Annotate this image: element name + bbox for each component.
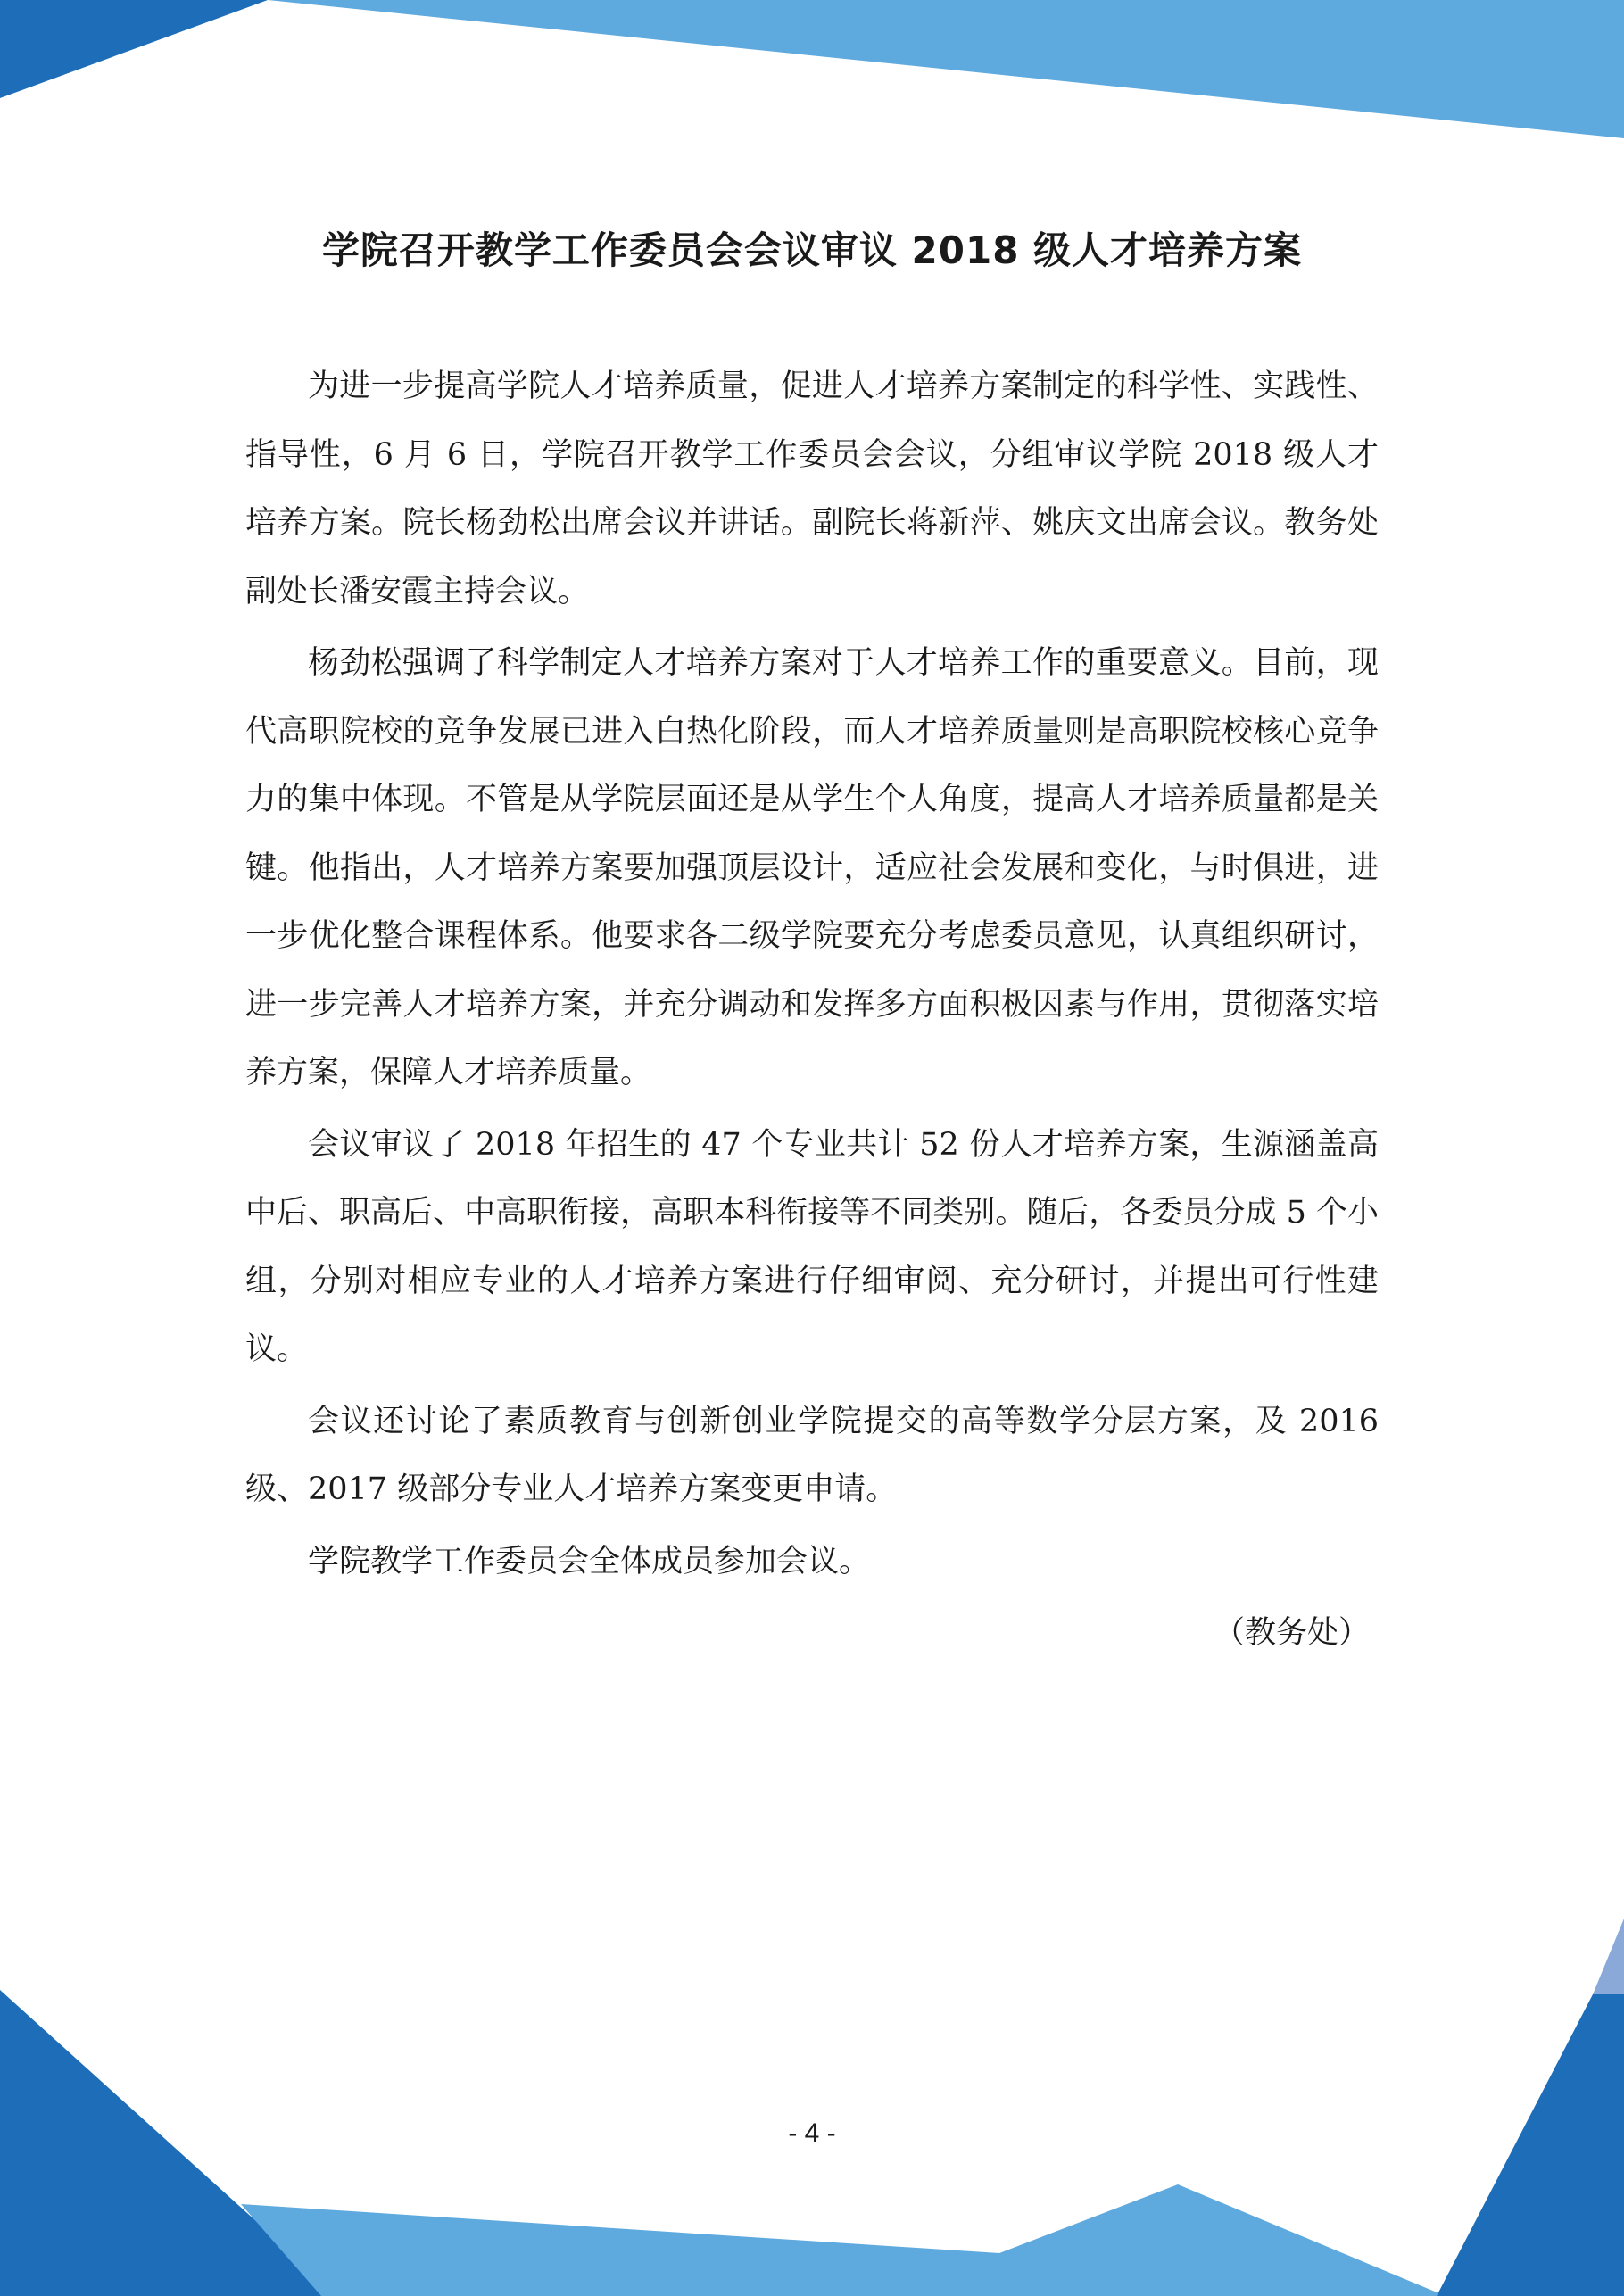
bottom-right-pale-strip [1593, 1919, 1624, 1994]
article-title: 学院召开教学工作委员会会议审议 2018 级人才培养方案 [321, 228, 1303, 272]
paragraph: 学院教学工作委员会全体成员参加会议。 [308, 1543, 871, 1579]
paragraph: 会议还讨论了素质教育与创新创业学院提交的高等数学分层方案，及 2016 级、2017 级部分专业人才培养方案变更申请。 [245, 1403, 1379, 1507]
paragraph: 为进一步提高学院人才培养质量，促进人才培养方案制定的科学性、实践性、指导性，6 月 6 日，学院召开教学工作委员会会议，分组审议学院 2018 级人才培养方案。院长杨劲松出席会议并讲话。副院长蒋新萍、姚庆文出席会议。教务处副处长潘安霞主持会议。 [245, 369, 1379, 609]
article-body [245, 352, 1379, 1668]
top-left-dark-triangle [0, 0, 268, 98]
paragraph: 会议审议了 2018 年招生的 47 个专业共计 52 份人才培养方案，生源涵盖高中后、职高后、中高职衔接，高职本科衔接等不同类别。随后，各委员分成 5 个小组，分别对相应专业的人才培养方案进行仔细审阅、充分研讨，并提出可行性建议。 [245, 1126, 1379, 1367]
paragraph: 杨劲松强调了科学制定人才培养方案对于人才培养工作的重要意义。目前，现代高职院校的竞争发展已进入白热化阶段，而人才培养质量则是高职院校核心竞争力的集中体现。不管是从学院层面还是从学生个人角度，提高人才培养质量都是关键。他指出，人才培养方案要加强顶层设计，适应社会发展和变化，与时俱进，进一步优化整合课程体系。他要求各二级学院要充分考虑委员意见，认真组织研讨，进一步完善人才培养方案，并充分调动和发挥多方面积极因素与作用，贯彻落实培养方案，保障人才培养质量。 [245, 645, 1379, 1090]
signature: （教务处） [1213, 1615, 1370, 1651]
top-light-band [268, 0, 1624, 138]
bottom-light-band [241, 2184, 1446, 2296]
page-number: - 4 - [788, 2118, 836, 2148]
